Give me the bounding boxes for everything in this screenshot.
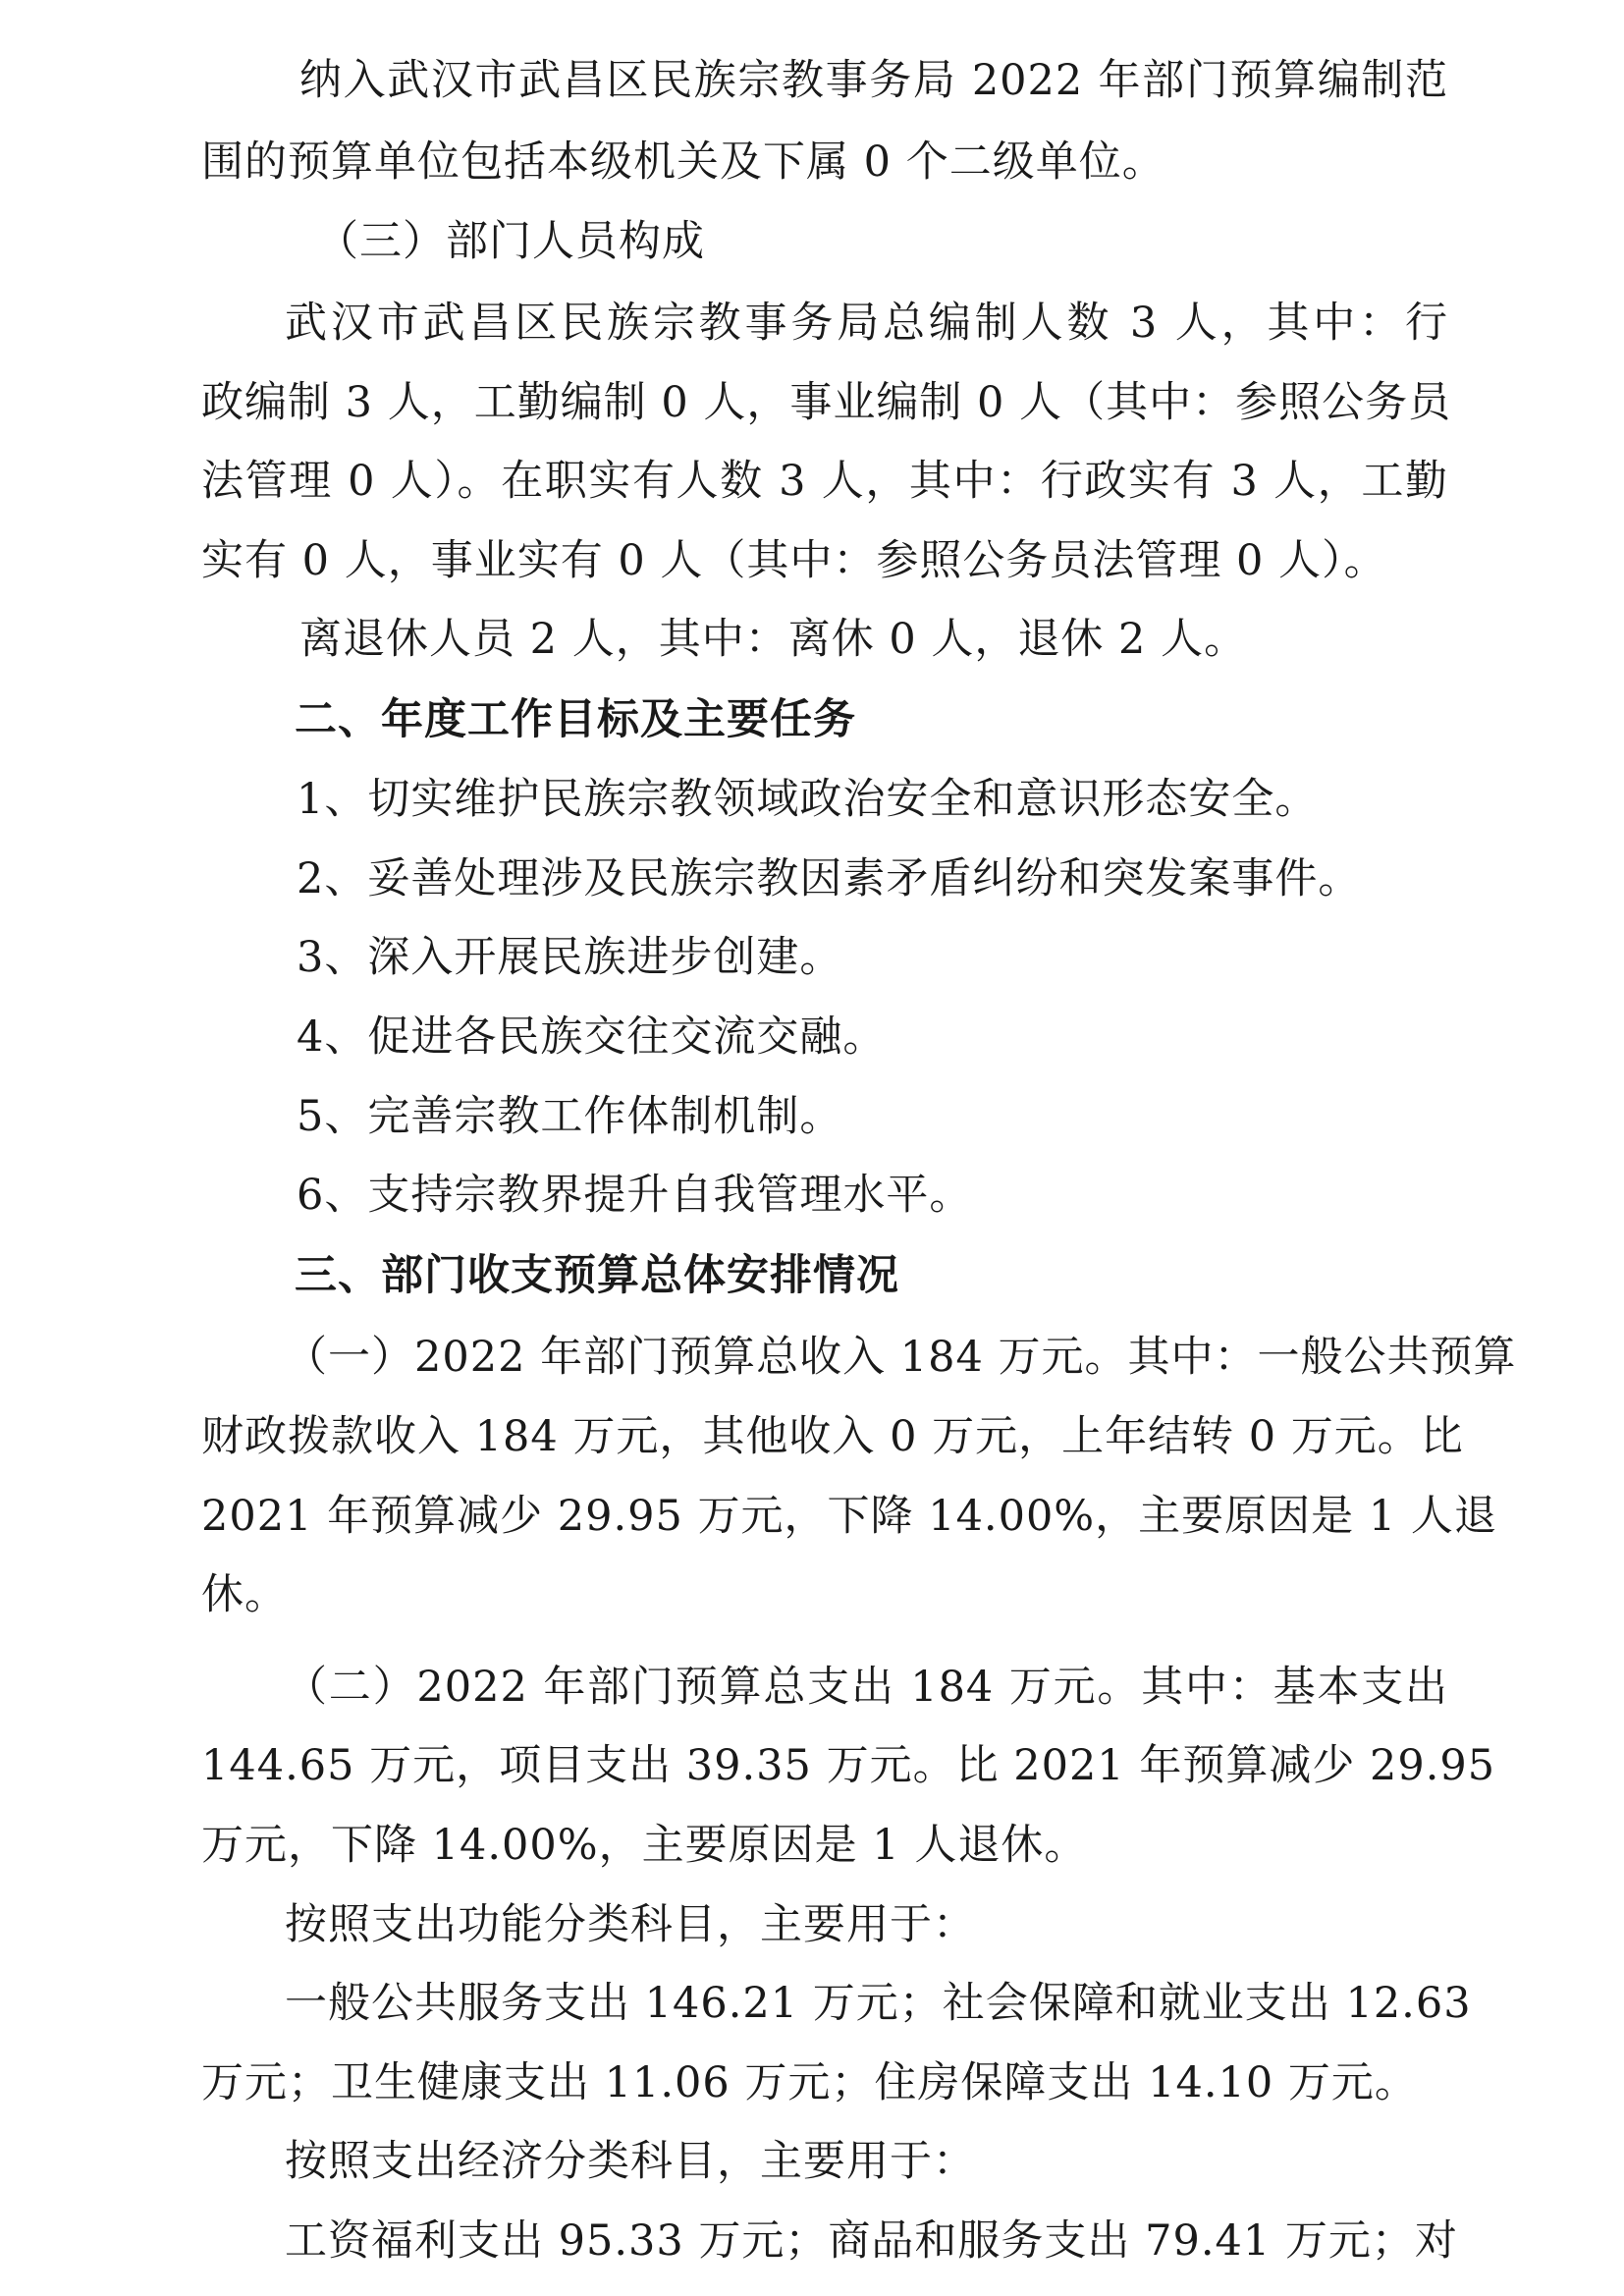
retired-line: 离退休人员 2 人，其中：离休 0 人，退休 2 人。 xyxy=(299,615,1248,664)
economic-line-1: 工资福利支出 95.33 万元；商品和服务支出 79.41 万元；对 xyxy=(285,2216,1458,2266)
functional-line-2: 万元；卫生健康支出 11.06 万元；住房保障支出 14.10 万元。 xyxy=(201,2058,1418,2107)
section-3-title: 三、部门收支预算总体安排情况 xyxy=(295,1251,899,1300)
task-item: 3、深入开展民族进步创建。 xyxy=(297,933,843,982)
task-item: 2、妥善处理涉及民族宗教因素矛盾纠纷和突发案事件。 xyxy=(297,854,1362,903)
staff-heading: （三）部门人员构成 xyxy=(316,217,705,266)
task-item: 4、促进各民族交往交流交融。 xyxy=(297,1012,887,1062)
income-line-1: （一）2022 年部门预算总收入 184 万元。其中：一般公共预算 xyxy=(285,1333,1517,1382)
income-line-3: 2021 年预算减少 29.95 万元，下降 14.00%，主要原因是 1 人退 xyxy=(201,1492,1497,1541)
staff-line-1: 武汉市武昌区民族宗教事务局总编制人数 3 人，其中：行 xyxy=(285,299,1448,348)
scope-line-2: 围的预算单位包括本级机关及下属 0 个二级单位。 xyxy=(201,137,1165,187)
expense-line-1: （二）2022 年部门预算总支出 184 万元。其中：基本支出 xyxy=(285,1663,1448,1712)
functional-line-1: 一般公共服务支出 146.21 万元；社会保障和就业支出 12.63 xyxy=(285,1979,1472,2028)
expense-line-3: 万元，下降 14.00%，主要原因是 1 人退休。 xyxy=(201,1821,1088,1870)
task-item: 5、完善宗教工作体制机制。 xyxy=(297,1092,843,1141)
economic-intro: 按照支出经济分类科目，主要用于： xyxy=(285,2137,976,2186)
staff-line-3: 法管理 0 人）。在职实有人数 3 人，其中：行政实有 3 人，工勤 xyxy=(201,457,1448,506)
income-line-2: 财政拨款收入 184 万元，其他收入 0 万元，上年结转 0 万元。比 xyxy=(201,1412,1464,1461)
income-line-4: 休。 xyxy=(201,1570,288,1619)
functional-intro: 按照支出功能分类科目，主要用于： xyxy=(285,1900,976,1949)
scope-line-1: 纳入武汉市武昌区民族宗教事务局 2022 年部门预算编制范 xyxy=(299,56,1448,105)
task-item: 6、支持宗教界提升自我管理水平。 xyxy=(297,1171,973,1220)
staff-line-2: 政编制 3 人，工勤编制 0 人，事业编制 0 人（其中：参照公务员 xyxy=(201,378,1452,427)
expense-line-2: 144.65 万元，项目支出 39.35 万元。比 2021 年预算减少 29.95 xyxy=(201,1741,1496,1790)
task-item: 1、切实维护民族宗教领域政治安全和意识形态安全。 xyxy=(297,775,1319,824)
section-2-title: 二、年度工作目标及主要任务 xyxy=(295,695,856,744)
staff-line-4: 实有 0 人，事业实有 0 人（其中：参照公务员法管理 0 人）。 xyxy=(201,536,1387,585)
